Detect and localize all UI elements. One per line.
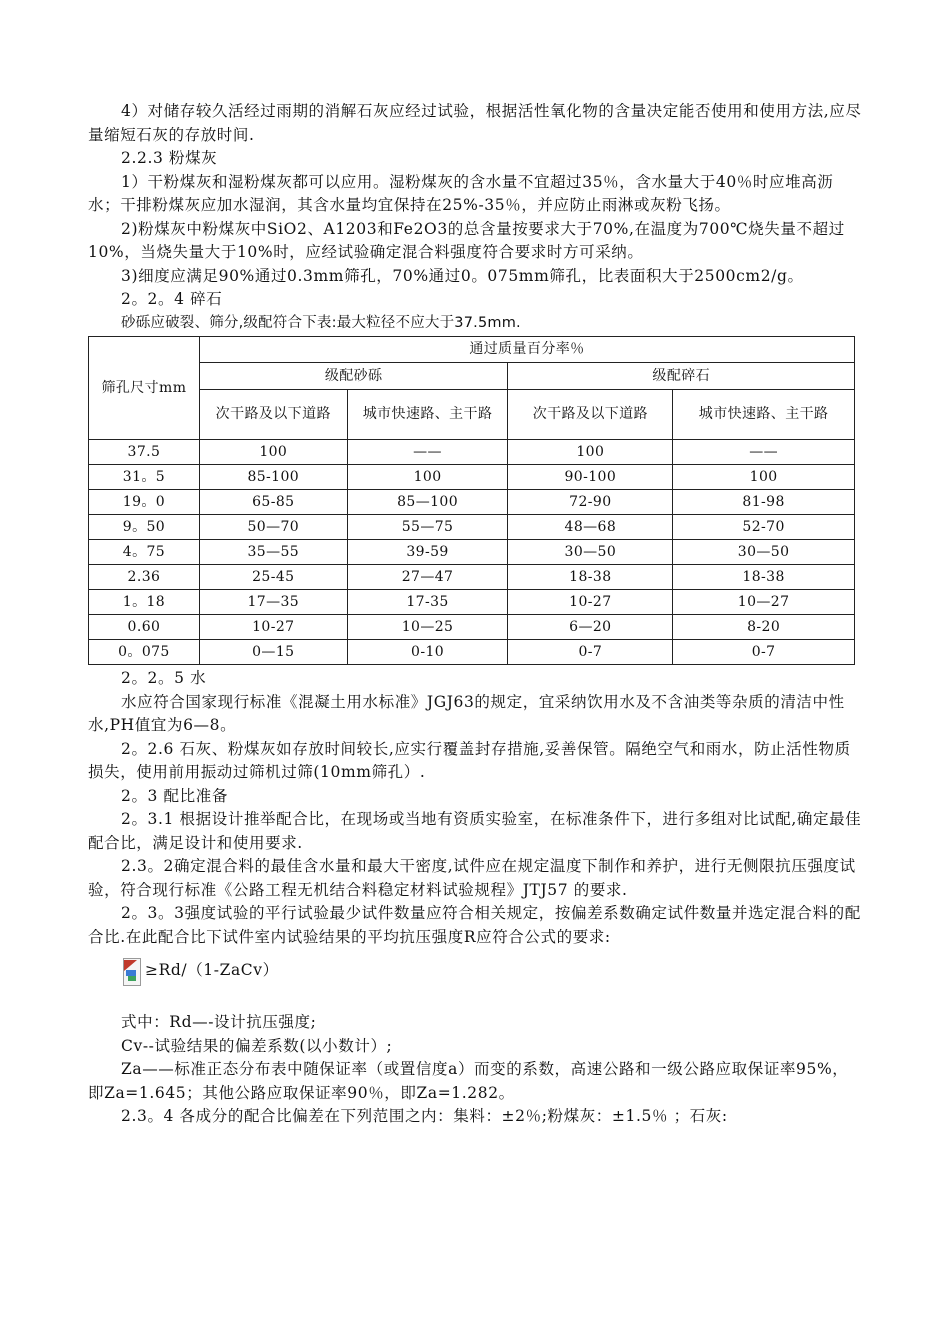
table-intro: 砂砾应破裂、筛分,级配符合下表:最大粒径不应大于37.5mm.	[121, 314, 521, 331]
header-sieve-size: 筛孔尺寸mm	[89, 337, 200, 440]
paragraph-mix-tolerance: 2.3。4 各成分的配合比偏差在下列范围之内：集料：±2％;粉煤灰：±1.5％ ；石灰:	[121, 1107, 728, 1125]
table-cell: 72-90	[508, 490, 673, 515]
table-cell: 10—27	[673, 590, 855, 615]
table-cell: 90-100	[508, 465, 673, 490]
table-cell: 30—50	[508, 540, 673, 565]
table-cell: 30—50	[673, 540, 855, 565]
table-cell: 2.36	[89, 565, 200, 590]
table-cell: 50—70	[199, 515, 347, 540]
table-row	[89, 565, 855, 590]
paragraph-strength-test: 2。3。3强度试验的平行试验最少试件数量应符合相关规定，按偏差系数确定试件数量并选定混合料的配合比.在此配合比下试件室内试验结果的平均抗压强度R应符合公式的要求:	[88, 904, 861, 946]
table-cell: 0.60	[89, 615, 200, 640]
definition-za: Za——标准正态分布表中随保证率（或置信度a）而变的系数，高速公路和一级公路应取保证率95%，即Za=1.645；其他公路应取保证率90％，即Za=1.282。	[88, 1060, 849, 1102]
table-cell: 55—75	[347, 515, 508, 540]
paragraph-fly-ash-moisture: 1）干粉煤灰和湿粉煤灰都可以应用。湿粉煤灰的含水量不宜超过35％，含水量大于40％时应堆高沥水；干排粉煤灰应加水湿润，其含水量均宜保持在25%-35％，并应防止雨淋或灰粉飞扬。	[88, 172, 834, 214]
header-graded-stone: 级配碎石	[508, 363, 855, 390]
table-cell: 35—55	[199, 540, 347, 565]
table-cell: 17-35	[347, 590, 508, 615]
table-cell: 17—35	[199, 590, 347, 615]
table-cell: 65-85	[199, 490, 347, 515]
table-cell: 85-100	[199, 465, 347, 490]
table-cell: 48—68	[508, 515, 673, 540]
table-cell: 100	[673, 465, 855, 490]
table-cell: 0-7	[508, 640, 673, 665]
table-row	[89, 515, 855, 540]
table-row	[89, 590, 855, 615]
table-cell: ——	[347, 440, 508, 465]
table-cell: 18-38	[508, 565, 673, 590]
table-cell: 52-70	[673, 515, 855, 540]
table-cell: 0。075	[89, 640, 200, 665]
header-passing-percent: 通过质量百分率％	[199, 337, 854, 363]
table-row	[89, 540, 855, 565]
table-cell: 25-45	[199, 565, 347, 590]
paragraph-fly-ash-fineness: 3)细度应满足90%通过0.3mm筛孔，70%通过0。075mm筛孔，比表面积大于2500cm2/g。	[121, 266, 804, 285]
table-cell: 100	[347, 465, 508, 490]
subheader-gravel-secondary: 次干路及以下道路	[199, 390, 347, 440]
table-cell: 100	[508, 440, 673, 465]
table-cell: 27—47	[347, 565, 508, 590]
table-cell: 31。5	[89, 465, 200, 490]
table-cell: 9。50	[89, 515, 200, 540]
table-cell: 37.5	[89, 440, 200, 465]
table-cell: 10-27	[199, 615, 347, 640]
paragraph-water-standard: 水应符合国家现行标准《混凝土用水标准》JGJ63的规定，宜采纳饮用水及不含油类等杂质的清洁中性水,PH值宜为6—8。	[88, 692, 845, 734]
table-row	[89, 465, 855, 490]
table-cell: 4。75	[89, 540, 200, 565]
heading-mix-preparation: 2。3 配比准备	[121, 786, 228, 805]
table-cell: 18-38	[673, 565, 855, 590]
table-cell: 39-59	[347, 540, 508, 565]
broken-image-icon	[121, 956, 143, 986]
table-cell: 19。0	[89, 490, 200, 515]
table-row	[89, 615, 855, 640]
table-cell: 85—100	[347, 490, 508, 515]
heading-fly-ash: 2.2.3 粉煤灰	[121, 149, 218, 167]
table-cell: 0-10	[347, 640, 508, 665]
heading-water: 2。2。5 水	[121, 669, 207, 687]
strength-formula	[121, 951, 863, 991]
table-cell: 6—20	[508, 615, 673, 640]
table-cell: 0-7	[673, 640, 855, 665]
header-graded-gravel: 级配砂砾	[199, 363, 508, 390]
paragraph-lime-storage: 4）对储存较久活经过雨期的消解石灰应经过试验，根据活性氧化物的含量决定能否使用和使用方法,应尽量缩短石灰的存放时间.	[88, 102, 862, 144]
heading-crushed-stone: 2。2。4 碎石	[121, 290, 223, 308]
subheader-stone-express: 城市快速路、主干路	[673, 390, 855, 440]
subheader-stone-secondary: 次干路及以下道路	[508, 390, 673, 440]
table-cell: 10-27	[508, 590, 673, 615]
table-row	[89, 640, 855, 665]
definition-cv: Cv--试验结果的偏差系数(以小数计）;	[121, 1036, 393, 1055]
table-cell: 81-98	[673, 490, 855, 515]
table-cell: 8-20	[673, 615, 855, 640]
table-row	[89, 440, 855, 465]
table-cell: 0—15	[199, 640, 347, 665]
paragraph-optimum-moisture: 2.3。2确定混合料的最佳含水量和最大干密度,试件应在规定温度下制作和养护，进行无侧限抗压强度试验，符合现行标准《公路工程无机结合料稳定材料试验规程》JTJ57 的要求.	[88, 857, 856, 899]
formula-expression: ≥Rd/（1-ZaCv）	[145, 961, 279, 980]
table-cell: 10—25	[347, 615, 508, 640]
table-row	[89, 490, 855, 515]
table-cell: ——	[673, 440, 855, 465]
paragraph-fly-ash-composition: 2)粉煤灰中粉煤灰中SiO2、A1203和Fe2O3的总含量按要求大于70%,在温度为700℃烧失量不超过10%，当烧失量大于10%时，应经试验确定混合料强度符合要求时方可采纳。	[88, 219, 845, 261]
table-cell: 100	[199, 440, 347, 465]
table-cell: 1。18	[89, 590, 200, 615]
grading-table	[88, 336, 855, 665]
paragraph-lime-storage-cover: 2。2.6 石灰、粉煤灰如存放时间较长,应实行覆盖封存措施,妥善保管。隔绝空气和雨水，防止活性物质损失，使用前用振动过筛机过筛(10mm筛孔）.	[88, 739, 851, 781]
document-body	[88, 100, 863, 1129]
definition-rd: 式中：Rd—-设计抗压强度;	[121, 1013, 317, 1031]
subheader-gravel-express: 城市快速路、主干路	[347, 390, 508, 440]
paragraph-mix-design: 2。3.1 根据设计推举配合比，在现场或当地有资质实验室，在标准条件下，进行多组对比试配,确定最佳配合比，满足设计和使用要求.	[88, 810, 862, 852]
